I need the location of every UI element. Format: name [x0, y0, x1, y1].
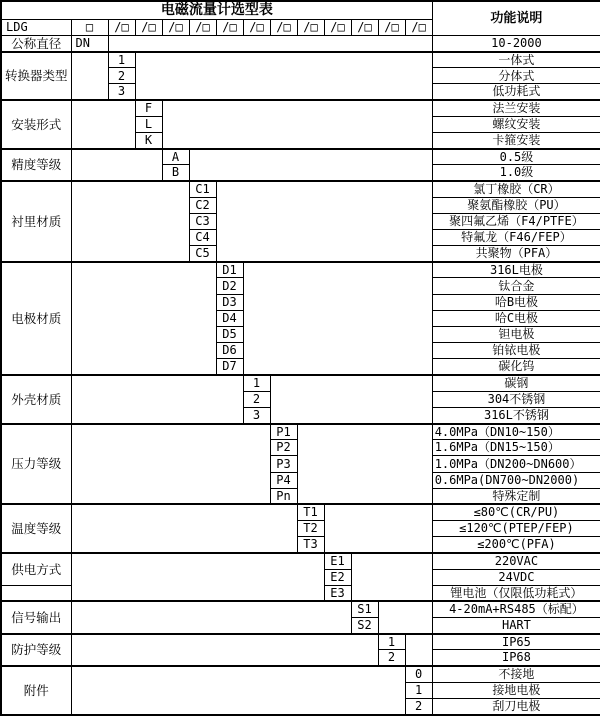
- desc-cell: 钽电极: [432, 326, 600, 342]
- code-cell: E2: [324, 569, 351, 585]
- desc-cell: 0.5级: [432, 149, 600, 165]
- row-accessory-1: [1, 666, 600, 682]
- code-cell: 2: [405, 698, 432, 715]
- spacer: [189, 149, 432, 181]
- desc-cell: 锂电池（仅限低功耗式）: [432, 585, 600, 601]
- desc-cell: 碳化钨: [432, 359, 600, 375]
- code-cell: 3: [108, 84, 135, 100]
- code-cell: D6: [216, 343, 243, 359]
- code-cell: T2: [297, 521, 324, 537]
- model-slot-7: /□: [270, 19, 297, 35]
- row-protection-1: [1, 634, 600, 650]
- code-cell: E1: [324, 553, 351, 569]
- desc-cell: ≤80℃(CR/PU): [432, 504, 600, 520]
- desc-cell: 哈B电极: [432, 294, 600, 310]
- spacer: [378, 601, 432, 633]
- row-diameter: [1, 35, 600, 51]
- code-cell: T3: [297, 537, 324, 553]
- group-label-protection: 防护等级: [1, 634, 71, 666]
- desc-cell: 聚四氟乙烯（F4/PTFE）: [432, 213, 600, 229]
- desc-cell: 特氟龙（F46/FEP）: [432, 229, 600, 245]
- spacer: [216, 181, 432, 262]
- model-slot-1: /□: [108, 19, 135, 35]
- desc-cell: 1.0MPa（DN200~DN600）: [432, 456, 600, 472]
- desc-cell: 接地电极: [432, 682, 600, 698]
- code-cell: 2: [243, 391, 270, 407]
- spacer: [71, 262, 216, 375]
- code-cell: P3: [270, 456, 297, 472]
- desc-cell: 共聚物（PFA）: [432, 246, 600, 262]
- row-temp-1: [1, 504, 600, 520]
- code-cell: S1: [351, 601, 378, 617]
- code-cell: C3: [189, 213, 216, 229]
- desc-cell: 24VDC: [432, 569, 600, 585]
- spacer: [135, 52, 432, 101]
- code-cell: T1: [297, 504, 324, 520]
- desc-cell: 法兰安装: [432, 100, 600, 116]
- code-cell: 0: [405, 666, 432, 682]
- desc-cell: 卡箍安装: [432, 132, 600, 148]
- code-cell: D1: [216, 262, 243, 278]
- group-label-electrode: 电极材质: [1, 262, 71, 375]
- group-label-diameter: 公称直径: [1, 35, 71, 51]
- desc-cell: 铂铱电极: [432, 343, 600, 359]
- model-slot-10: /□: [351, 19, 378, 35]
- model-prefix: LDG: [1, 19, 71, 35]
- row-pressure-1: [1, 424, 600, 440]
- spacer: [71, 601, 351, 633]
- spacer: [71, 52, 108, 101]
- spacer: [1, 585, 71, 601]
- code-cell: C4: [189, 229, 216, 245]
- spacer: [270, 375, 432, 424]
- desc-cell: 一体式: [432, 52, 600, 68]
- group-label-install-form: 安装形式: [1, 100, 71, 149]
- code-cell: P1: [270, 424, 297, 440]
- model-slot-6: /□: [243, 19, 270, 35]
- desc-cell: 220VAC: [432, 553, 600, 569]
- desc-cell: 1.6MPa（DN15~150）: [432, 440, 600, 456]
- spacer: [324, 504, 432, 553]
- spacer: [108, 35, 432, 51]
- spacer: [71, 553, 324, 602]
- group-label-pressure: 压力等级: [1, 424, 71, 505]
- code-cell: F: [135, 100, 162, 116]
- desc-cell: ≤200℃(PFA): [432, 537, 600, 553]
- code-cell: 1: [243, 375, 270, 391]
- spacer: [162, 100, 432, 149]
- code-cell: P4: [270, 472, 297, 488]
- group-label-accessory: 附件: [1, 666, 71, 715]
- desc-cell: 特殊定制: [432, 488, 600, 504]
- model-base-box: □: [71, 19, 108, 35]
- row-converter-1: [1, 52, 600, 68]
- group-label-accuracy: 精度等级: [1, 149, 71, 181]
- desc-cell: 4-20mA+RS485（标配）: [432, 601, 600, 617]
- code-cell: D5: [216, 326, 243, 342]
- spacer: [71, 100, 135, 149]
- model-slot-8: /□: [297, 19, 324, 35]
- desc-cell: 氯丁橡胶（CR）: [432, 181, 600, 197]
- model-slot-12: /□: [405, 19, 432, 35]
- model-slot-9: /□: [324, 19, 351, 35]
- code-cell: 2: [108, 68, 135, 84]
- code-cell: D7: [216, 359, 243, 375]
- code-cell: D3: [216, 294, 243, 310]
- model-slot-3: /□: [162, 19, 189, 35]
- row-install-1: [1, 100, 600, 116]
- desc-cell: 聚氨酯橡胶（PU）: [432, 197, 600, 213]
- desc-cell: 304不锈钢: [432, 391, 600, 407]
- code-cell: L: [135, 116, 162, 132]
- row-power-1: [1, 553, 600, 569]
- function-column-header: 功能说明: [432, 1, 600, 35]
- group-label-temperature: 温度等级: [1, 504, 71, 553]
- group-label-converter-type: 转换器类型: [1, 52, 71, 101]
- desc-diameter: 10-2000: [432, 35, 600, 51]
- code-cell: P2: [270, 440, 297, 456]
- spacer: [71, 634, 378, 666]
- group-label-power: 供电方式: [1, 553, 71, 585]
- desc-cell: IP68: [432, 650, 600, 666]
- spacer: [71, 504, 297, 553]
- code-cell: D4: [216, 310, 243, 326]
- desc-cell: 1.0级: [432, 165, 600, 181]
- code-dn: DN: [71, 35, 108, 51]
- code-cell: D2: [216, 278, 243, 294]
- code-cell: A: [162, 149, 189, 165]
- model-slot-4: /□: [189, 19, 216, 35]
- code-cell: 1: [108, 52, 135, 68]
- desc-cell: 刮刀电极: [432, 698, 600, 715]
- desc-cell: 4.0MPa（DN10~150）: [432, 424, 600, 440]
- spacer: [297, 424, 432, 505]
- desc-cell: 低功耗式: [432, 84, 600, 100]
- spacer: [71, 181, 189, 262]
- model-slot-11: /□: [378, 19, 405, 35]
- desc-cell: 分体式: [432, 68, 600, 84]
- desc-cell: 碳钢: [432, 375, 600, 391]
- desc-cell: 螺纹安装: [432, 116, 600, 132]
- row-electrode-1: [1, 262, 600, 278]
- code-cell: E3: [324, 585, 351, 601]
- spacer: [71, 666, 405, 715]
- row-accuracy-1: [1, 149, 600, 165]
- spacer: [351, 553, 432, 602]
- title-row: [1, 1, 600, 19]
- model-slot-2: /□: [135, 19, 162, 35]
- desc-cell: IP65: [432, 634, 600, 650]
- code-cell: C2: [189, 197, 216, 213]
- spacer: [243, 262, 432, 375]
- code-cell: C1: [189, 181, 216, 197]
- model-slot-5: /□: [216, 19, 243, 35]
- desc-cell: 316L电极: [432, 262, 600, 278]
- spacer: [71, 149, 162, 181]
- desc-cell: 不接地: [432, 666, 600, 682]
- code-cell: K: [135, 132, 162, 148]
- group-label-signal: 信号输出: [1, 601, 71, 633]
- desc-cell: ≤120℃(PTEP/FEP): [432, 521, 600, 537]
- desc-cell: HART: [432, 618, 600, 634]
- code-cell: 1: [405, 682, 432, 698]
- row-shell-1: [1, 375, 600, 391]
- code-cell: Pn: [270, 488, 297, 504]
- code-cell: 1: [378, 634, 405, 650]
- group-label-lining: 衬里材质: [1, 181, 71, 262]
- desc-cell: 316L不锈钢: [432, 407, 600, 423]
- row-signal-1: [1, 601, 600, 617]
- desc-cell: 0.6MPa(DN700~DN2000): [432, 472, 600, 488]
- spacer: [71, 375, 243, 424]
- desc-cell: 哈C电极: [432, 310, 600, 326]
- page-title: 电磁流量计选型表: [1, 1, 432, 19]
- group-label-shell: 外壳材质: [1, 375, 71, 424]
- row-lining-1: [1, 181, 600, 197]
- code-cell: 2: [378, 650, 405, 666]
- desc-cell: 钛合金: [432, 278, 600, 294]
- code-cell: C5: [189, 246, 216, 262]
- code-cell: B: [162, 165, 189, 181]
- spacer: [405, 634, 432, 666]
- code-cell: 3: [243, 407, 270, 423]
- code-cell: S2: [351, 618, 378, 634]
- spacer: [71, 424, 270, 505]
